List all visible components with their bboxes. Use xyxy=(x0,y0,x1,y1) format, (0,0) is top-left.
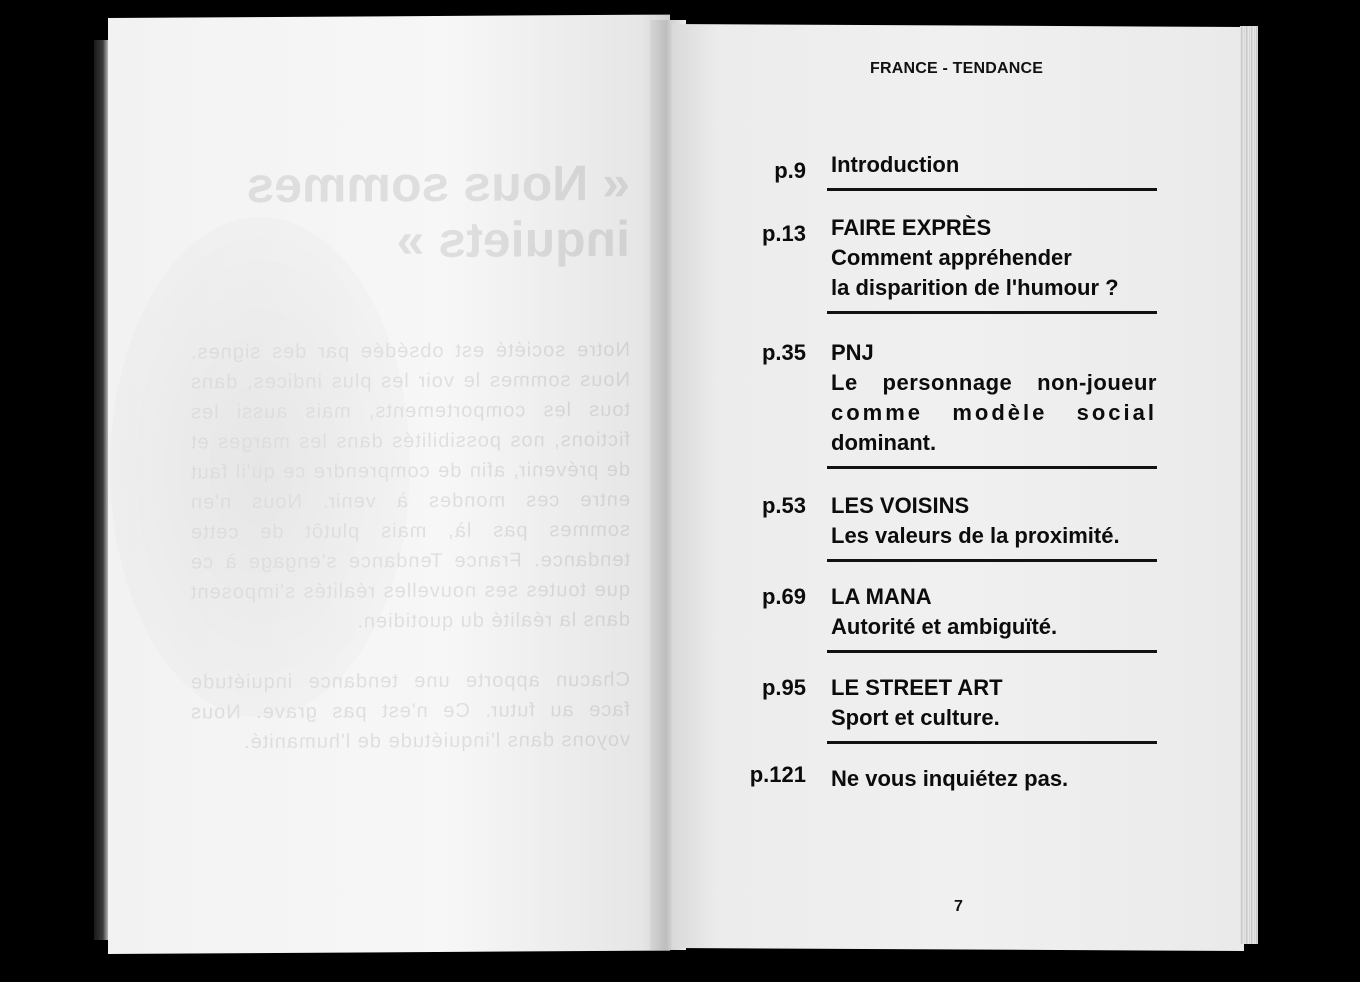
show-through-paragraph: Chacun apporte une tendance inquiétude face au futur. Ce n'est pas grave. Nous voyons dans l'inquiétude de l'humanité. xyxy=(190,668,630,754)
page-edges xyxy=(1240,26,1258,944)
toc-line: dominant. xyxy=(831,430,937,455)
toc-entry-title xyxy=(831,582,1157,642)
toc-entry-title xyxy=(831,213,1157,303)
toc-line: Autorité et ambiguïté. xyxy=(831,614,1058,639)
toc-entry-title xyxy=(831,673,1157,733)
toc-divider xyxy=(827,188,1157,191)
toc-entry-title xyxy=(831,338,1157,458)
toc-line: LA MANA xyxy=(831,584,932,609)
toc-entry xyxy=(720,491,1160,551)
toc-line: Sport et culture. xyxy=(831,705,1000,730)
toc-page-number: p.9 xyxy=(774,158,806,183)
toc-entry xyxy=(720,213,1160,303)
toc-line: Ne vous inquiétez pas. xyxy=(831,766,1069,791)
toc-page-number: p.35 xyxy=(761,340,806,365)
toc-entry-title xyxy=(831,760,1157,794)
left-page xyxy=(108,15,670,954)
toc-line: comme modèle social xyxy=(831,400,1157,425)
toc-line: Les valeurs de la proximité. xyxy=(831,523,1120,548)
toc-page-number: p.69 xyxy=(761,584,806,609)
toc-divider xyxy=(827,650,1157,653)
toc-entry xyxy=(720,338,1160,458)
toc-line: Introduction xyxy=(831,152,960,177)
toc-page-number: p.121 xyxy=(749,762,806,787)
toc-divider xyxy=(827,741,1157,744)
toc-line: Comment appréhender xyxy=(831,245,1072,270)
toc-divider xyxy=(827,311,1157,314)
toc-entry xyxy=(720,760,1160,794)
toc-line: FAIRE EXPRÈS xyxy=(831,215,992,240)
show-through-paragraph: Notre société est obsédée par des signes. Nous sommes le voir les plus indices, dans tous les comportements, mais aussi les fictions, nos possibilités dans les marges et de prévenir, afin de comprendre ce qu'il faut entre ces mondes à venir. Nous n'en sommes pas là, mais plutôt de cette tendance. France Tendance s'engage à ce que toutes ses nouvelles réalités s'imposent dans la réalité du quotidien. xyxy=(190,338,630,633)
show-through-body xyxy=(190,335,630,788)
toc-entry xyxy=(720,150,1160,183)
toc-page-number: p.13 xyxy=(761,221,806,246)
toc-line: PNJ xyxy=(831,340,874,365)
toc-page-number: p.53 xyxy=(761,493,806,518)
toc-line: LES VOISINS xyxy=(831,493,970,518)
table-of-contents xyxy=(720,150,1160,794)
toc-divider xyxy=(827,559,1157,562)
show-through-text xyxy=(108,15,670,954)
toc-entry-title xyxy=(831,491,1157,551)
page-number: 7 xyxy=(954,898,963,915)
toc-entry xyxy=(720,582,1160,642)
toc-line: Le personnage non-joueur xyxy=(831,370,1157,395)
toc-line: LE STREET ART xyxy=(831,675,1003,700)
toc-page-number: p.95 xyxy=(761,675,806,700)
toc-divider xyxy=(827,466,1157,469)
toc-entry-title xyxy=(831,150,1157,180)
toc-entry xyxy=(720,673,1160,733)
show-through-title: « Nous sommes inquiets » xyxy=(246,154,630,269)
running-head: FRANCE - TENDANCE xyxy=(870,60,1044,77)
toc-line: la disparition de l'humour ? xyxy=(831,275,1119,300)
